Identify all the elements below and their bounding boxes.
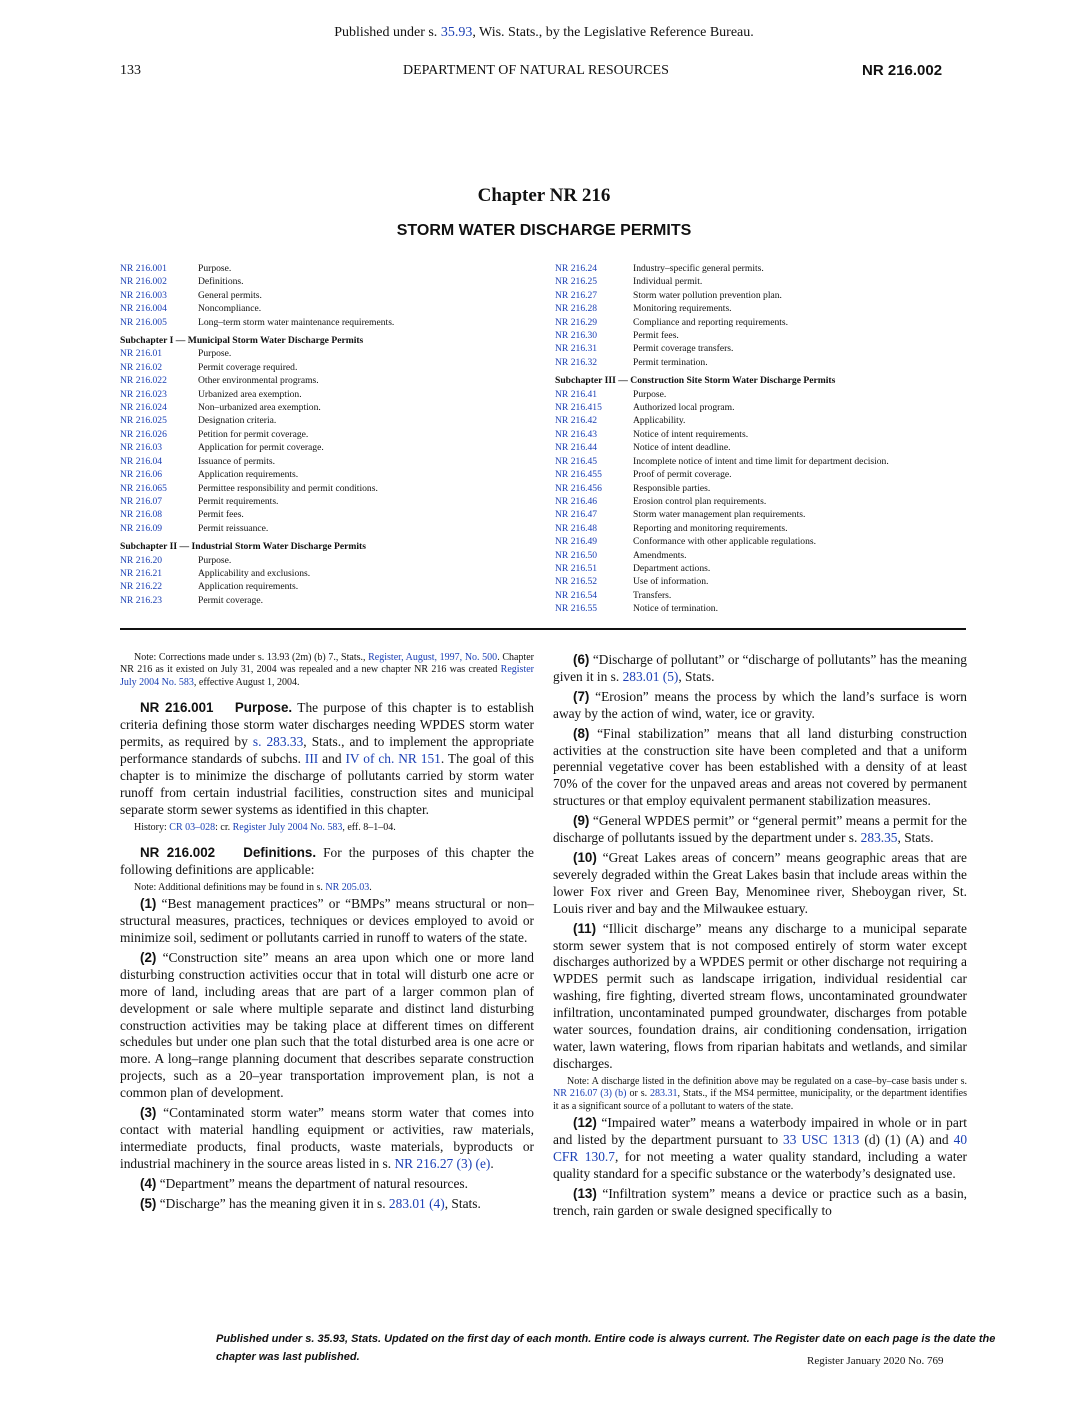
publication-note xyxy=(0,25,1088,41)
register-link[interactable]: Register July 2004 No. 583 xyxy=(120,664,534,688)
toc-section-link[interactable]: NR 216.002 xyxy=(120,276,167,288)
section-text: and xyxy=(318,750,346,766)
toc-entry xyxy=(120,388,550,401)
definition-number: (1) xyxy=(140,896,157,912)
toc-section-link[interactable]: NR 216.022 xyxy=(120,375,167,387)
register-link[interactable]: Register July 2004 No. 583 xyxy=(232,821,343,833)
definition-text: , for not meeting a water quality standard, including a water quality standard for a specific substance or the waterbody’s designated use. xyxy=(553,1148,967,1181)
toc-section-link[interactable]: NR 216.46 xyxy=(555,495,598,507)
toc-section-title: Application requirements. xyxy=(198,469,299,481)
toc-section-title: Permittee responsibility and permit conditions. xyxy=(198,482,378,494)
toc-section-title: Authorized local program. xyxy=(633,402,735,414)
definition-13 xyxy=(553,1186,967,1220)
toc-entry xyxy=(120,347,550,360)
toc-section-link[interactable]: NR 216.025 xyxy=(120,415,167,427)
toc-section-title: Notice of intent deadline. xyxy=(633,442,731,454)
note-paragraph xyxy=(120,882,534,894)
toc-section-link[interactable]: NR 216.25 xyxy=(555,276,598,288)
toc-entry xyxy=(120,495,550,508)
toc-section-link[interactable]: NR 216.29 xyxy=(555,316,598,328)
history-text: : cr. xyxy=(215,821,233,833)
toc-section-link[interactable]: NR 216.21 xyxy=(120,567,163,579)
toc-entry xyxy=(120,508,550,521)
toc-entry xyxy=(120,580,550,593)
definition-text: “Final stabilization” means that all land disturbing construction activities at the construction site have been completed and that a uniform perennial vegetative cover has been established with a density of at least 70% of the cover for the unpaved areas and areas not covered by permanent structures or that employ equivalent permanent stabilization measures. xyxy=(553,725,967,809)
toc-section-title: Permit reissuance. xyxy=(198,522,269,534)
toc-section-title: Transfers. xyxy=(633,589,672,601)
definition-number: (12) xyxy=(573,1114,597,1130)
toc-section-title: Notice of termination. xyxy=(633,603,718,615)
toc-section-title: Conformance with other applicable regulations. xyxy=(633,536,817,548)
definition-11 xyxy=(553,921,967,1073)
toc-section-link[interactable]: NR 216.48 xyxy=(555,522,598,534)
toc-section-link[interactable]: NR 216.03 xyxy=(120,442,163,454)
toc-entry xyxy=(120,428,550,441)
toc-section-link[interactable]: NR 216.32 xyxy=(555,356,598,368)
section-definitions xyxy=(120,845,534,879)
toc-section-title: Individual permit. xyxy=(633,276,703,288)
history-text: , eff. 8–1–04. xyxy=(342,821,396,833)
toc-left-column xyxy=(120,262,550,607)
toc-section-link[interactable]: NR 216.455 xyxy=(555,469,602,481)
toc-section-link[interactable]: NR 216.27 xyxy=(555,289,598,301)
toc-section-link[interactable]: NR 216.005 xyxy=(120,316,167,328)
toc-section-title: Applicability. xyxy=(633,415,686,427)
toc-entry xyxy=(555,388,975,401)
definition-number: (7) xyxy=(573,688,590,704)
toc-section-title: Reporting and monitoring requirements. xyxy=(633,522,788,534)
toc-section-title: Permit coverage transfers. xyxy=(633,343,734,355)
toc-section-link[interactable]: NR 216.47 xyxy=(555,509,598,521)
note-text: Corrections made under s. 13.93 (2m) (b) 7., Stats., xyxy=(158,652,369,663)
toc-entry xyxy=(120,275,550,288)
toc-section-link[interactable]: NR 216.003 xyxy=(120,289,167,301)
toc-entry xyxy=(555,562,975,575)
toc-section-link[interactable]: NR 216.06 xyxy=(120,469,163,481)
definition-number: (11) xyxy=(573,920,597,936)
toc-section-title: Permit termination. xyxy=(633,356,708,368)
divider-rule xyxy=(120,628,966,630)
definition-9 xyxy=(553,813,967,847)
toc-entry xyxy=(120,302,550,315)
toc-section-title: Application requirements. xyxy=(198,581,299,593)
definition-10 xyxy=(553,850,967,918)
definition-text: “Discharge” has the meaning given it in s. xyxy=(156,1195,389,1211)
toc-section-link[interactable]: NR 216.28 xyxy=(555,303,598,315)
toc-section-title: Application for permit coverage. xyxy=(198,442,324,454)
definition-2 xyxy=(120,950,534,1102)
toc-entry xyxy=(555,275,975,288)
section-header: NR 216.002 xyxy=(862,62,943,79)
toc-section-link[interactable]: NR 216.09 xyxy=(120,522,163,534)
toc-section-link[interactable]: NR 216.50 xyxy=(555,549,598,561)
toc-entry xyxy=(120,455,550,468)
toc-section-title: Other environmental programs. xyxy=(198,375,319,387)
note-text: Additional definitions may be found in s. xyxy=(156,881,326,893)
toc-section-title: Proof of permit coverage. xyxy=(633,469,732,481)
register-date: Register January 2020 No. 769 xyxy=(807,1355,944,1367)
toc-section-title: Issuance of permits. xyxy=(198,455,275,467)
statute-link[interactable]: 283.35 xyxy=(860,830,898,846)
toc-entry xyxy=(555,329,975,342)
toc-section-title: Use of information. xyxy=(633,576,709,588)
note-text: or s. xyxy=(626,1088,651,1100)
toc-entry xyxy=(120,316,550,329)
section-number: NR 216.002 xyxy=(140,844,216,860)
toc-section-link[interactable]: NR 216.54 xyxy=(555,589,598,601)
subchapter-link[interactable]: III xyxy=(304,750,319,766)
toc-section-link[interactable]: NR 216.004 xyxy=(120,303,167,315)
toc-entry xyxy=(555,522,975,535)
rule-link[interactable]: NR 216.07 (3) (b) xyxy=(553,1088,627,1100)
toc-entry xyxy=(555,549,975,562)
definition-text: “Infiltration system” means a device or practice such as a basin, trench, rain garden or swale designed specifically to xyxy=(553,1185,967,1218)
definition-number: (5) xyxy=(140,1195,157,1211)
toc-section-link[interactable]: NR 216.22 xyxy=(120,581,163,593)
cr-link[interactable]: CR 03–028 xyxy=(169,821,216,833)
toc-section-link[interactable]: NR 216.42 xyxy=(555,415,598,427)
history-paragraph xyxy=(120,822,534,834)
toc-entry xyxy=(555,441,975,454)
toc-entry xyxy=(555,602,975,615)
definition-text: “Erosion” means the process by which the land’s surface is worn away by the action of wind, water, ice or gravity. xyxy=(553,688,967,721)
toc-section-link[interactable]: NR 216.02 xyxy=(120,361,163,373)
toc-section-title: Department actions. xyxy=(633,562,711,574)
toc-section-link[interactable]: NR 216.001 xyxy=(120,263,167,274)
toc-section-title: Permit coverage. xyxy=(198,594,263,606)
note-text: A discharge listed in the definition above may be regulated on a case–by–case basis under s. xyxy=(589,1075,967,1087)
toc-entry xyxy=(555,356,975,369)
note-label: Note: xyxy=(134,881,157,893)
definition-1 xyxy=(120,896,534,947)
definition-text: , Stats. xyxy=(678,668,715,684)
toc-section-link[interactable]: NR 216.24 xyxy=(555,263,598,274)
toc-section-link[interactable]: NR 216.024 xyxy=(120,402,167,414)
toc-section-title: Permit requirements. xyxy=(198,495,279,507)
toc-subchapter-heading: Subchapter III — Construction Site Storm Water Discharge Permits xyxy=(555,375,836,387)
toc-entry xyxy=(120,441,550,454)
toc-entry xyxy=(120,289,550,302)
statute-link[interactable]: 283.01 (4) xyxy=(388,1195,445,1211)
definition-number: (13) xyxy=(573,1185,597,1201)
toc-section-link[interactable]: NR 216.026 xyxy=(120,428,167,440)
definition-5 xyxy=(120,1196,534,1213)
chapter-title: Chapter NR 216 xyxy=(477,185,611,206)
toc-section-title: Permit fees. xyxy=(633,330,679,342)
definition-text: (d) (1) (A) and xyxy=(859,1131,954,1147)
body-right-column xyxy=(553,652,967,1222)
section-text: The purpose of this chapter is to establish criteria defining those storm water discharges needing WPDES storm water permits, as required by xyxy=(120,700,534,750)
definition-text: “Contaminated storm water” means storm water that comes into contact with material handling equipment or activities, raw materials, intermediate products, final products, waste materials, byproducts or industrial machinery in the source areas listed in s. xyxy=(120,1105,534,1171)
statute-link[interactable]: s. 283.33 xyxy=(252,734,304,750)
note-label: Note: xyxy=(567,1075,590,1087)
note-text: . xyxy=(369,881,372,893)
register-link[interactable]: Register, August, 1997, No. 500 xyxy=(368,652,498,663)
definition-text: “Illicit discharge” means any discharge to a municipal separate storm sewer system that is not composed entirely of storm water except discharges authorized by a WPDES permit or other discharge not requiring a WPDES permit such as landscape irrigation, individual residential car washing, fire fighting, diverted stream flows, uncontaminated groundwater infiltration, uncontaminated pumped groundwater, discharges from potable water sources, foundation drains, air conditioning condensation, irrigation water, lawn watering, flows from riparian habitats and wetlands, and similar discharges. xyxy=(553,920,967,1071)
statute-link[interactable]: 283.31 xyxy=(650,1088,678,1100)
toc-entry xyxy=(120,567,550,580)
note-paragraph xyxy=(120,652,534,689)
toc-section-title: Definitions. xyxy=(198,276,244,288)
toc-section-link[interactable]: NR 216.51 xyxy=(555,562,598,574)
definition-text: , Stats. xyxy=(897,830,934,846)
toc-section-title: Storm water management plan requirements. xyxy=(633,509,806,521)
toc-entry xyxy=(120,374,550,387)
toc-entry xyxy=(555,575,975,588)
section-number: NR 216.001 xyxy=(140,700,214,716)
definition-text: “Construction site” means an area upon which one or more land disturbing construction activities occur that in total will disturb one acre or more of land, including areas that are part of a larger common plan of development or sale where multiple separate and distinct land disturbing construction activities may be taking place at different times on different schedules but under one plan such that the total disturbed area is one acre or more. A long–range planning document that describes separate construction projects, such as a 20–year transportation improvement plan, is not a common plan of development. xyxy=(120,949,534,1101)
note-text: , effective August 1, 2004. xyxy=(193,676,300,688)
toc-section-title: Purpose. xyxy=(633,388,667,400)
history-label: History: xyxy=(134,821,167,833)
toc-section-title: Petition for permit coverage. xyxy=(198,428,309,440)
toc-section-title: Permit fees. xyxy=(198,509,244,521)
section-title: Purpose. xyxy=(234,700,293,716)
definition-text: “Great Lakes areas of concern” means geographic areas that are severely degraded within the Great Lakes basin that include areas within the lower Fox river and Green Bay, Menominee river, Sheboygan river, St. Louis river and bay and the Milwaukee estuary. xyxy=(553,849,967,916)
toc-entry xyxy=(555,262,975,275)
toc-entry xyxy=(120,401,550,414)
note-paragraph xyxy=(553,1076,967,1113)
toc-entry xyxy=(555,589,975,602)
definition-7 xyxy=(553,689,967,723)
section-title: Definitions. xyxy=(243,844,317,860)
note-label: Note: xyxy=(134,652,157,663)
toc-section-link[interactable]: NR 216.456 xyxy=(555,482,602,494)
rule-link[interactable]: NR 216.27 (3) (e) xyxy=(394,1155,491,1171)
toc-entry xyxy=(555,535,975,548)
toc-entry xyxy=(555,468,975,481)
definition-text: , Stats. xyxy=(444,1195,481,1211)
toc-section-link[interactable]: NR 216.023 xyxy=(120,388,167,400)
toc-section-link[interactable]: NR 216.07 xyxy=(120,495,163,507)
toc-section-title: Designation criteria. xyxy=(198,415,277,427)
toc-section-link[interactable]: NR 216.49 xyxy=(555,536,598,548)
toc-section-title: Notice of intent requirements. xyxy=(633,428,749,440)
section-text: For the purposes of this chapter the following definitions are applicable: xyxy=(120,844,535,877)
toc-section-title: Amendments. xyxy=(633,549,687,561)
chapter-link[interactable]: IV of ch. NR 151 xyxy=(345,750,441,766)
toc-entry xyxy=(120,522,550,535)
toc-section-title: Storm water pollution prevention plan. xyxy=(633,289,782,301)
toc-section-title: Purpose. xyxy=(198,348,232,360)
toc-section-link[interactable]: NR 216.01 xyxy=(120,348,163,360)
definition-text: . xyxy=(490,1155,494,1171)
toc-right-column xyxy=(555,262,975,616)
statute-link[interactable]: 283.01 (5) xyxy=(622,668,679,684)
toc-entry xyxy=(555,316,975,329)
section-purpose xyxy=(120,700,534,818)
toc-section-link[interactable]: NR 216.43 xyxy=(555,428,598,440)
toc-section-title: Non–urbanized area exemption. xyxy=(198,402,321,414)
toc-section-link[interactable]: NR 216.45 xyxy=(555,455,598,467)
definition-8 xyxy=(553,726,967,811)
definition-text: “Discharge of pollutant” or “discharge of pollutants” has the meaning given it in s. xyxy=(553,652,967,684)
toc-section-link[interactable]: NR 216.55 xyxy=(555,603,598,615)
toc-section-link[interactable]: NR 216.23 xyxy=(120,594,163,606)
definition-3 xyxy=(120,1105,534,1173)
toc-section-title: Monitoring requirements. xyxy=(633,303,732,315)
note-text: . Chapter NR 216 as it existed on July 31, 2004 was repealed and a new chapter NR 216 was created xyxy=(120,652,534,676)
footer-note: Published under s. 35.93, Stats. Updated on the first day of each month. Entire code is always current. The Register date on each page is the date the chapter was last published. xyxy=(216,1333,996,1363)
toc-section-title: Applicability and exclusions. xyxy=(198,567,311,579)
toc-entry xyxy=(555,342,975,355)
note-text: , Stats., if the MS4 permittee, municipality, or the department identifies it as a significant source of a pollutant to waters of the state. xyxy=(553,1088,967,1112)
toc-entry xyxy=(120,468,550,481)
definition-number: (8) xyxy=(573,725,590,741)
page-number: 133 xyxy=(120,63,141,78)
toc-section-link[interactable]: NR 216.31 xyxy=(555,343,598,355)
definition-number: (9) xyxy=(573,813,590,829)
toc-section-title: General permits. xyxy=(198,289,262,301)
definition-4 xyxy=(120,1176,534,1193)
toc-section-link[interactable]: NR 216.41 xyxy=(555,388,598,400)
definition-number: (3) xyxy=(140,1105,157,1121)
definition-text: “Impaired water” means a waterbody impaired in whole or in part and listed by the department pursuant to xyxy=(553,1114,967,1147)
definition-text: “General WPDES permit” or “general permit” means a permit for the discharge of pollutants issued by the department under s. xyxy=(553,813,967,846)
section-text: , Stats., and to implement the appropriate performance standards of subchs. xyxy=(120,734,535,766)
toc-section-link[interactable]: NR 216.52 xyxy=(555,576,598,588)
cfr-link[interactable]: 40 CFR 130.7 xyxy=(553,1131,968,1164)
toc-entry xyxy=(555,455,975,468)
toc-section-link[interactable]: NR 216.065 xyxy=(120,482,167,494)
publication-note-text: Published under s. xyxy=(334,25,441,40)
rule-link[interactable]: NR 205.03 xyxy=(325,881,370,893)
definition-text: “Best management practices” or “BMPs” means structural or non–structural measures, practices, techniques or devices employed to avoid or minimize soil, sediment or pollutants carried in runoff to waters of the state. xyxy=(120,896,534,945)
definition-number: (6) xyxy=(573,652,590,667)
toc-section-title: Compliance and reporting requirements. xyxy=(633,316,789,328)
definition-6 xyxy=(553,652,967,686)
statute-link[interactable]: 35.93 xyxy=(440,25,473,40)
toc-entry xyxy=(555,428,975,441)
toc-entry xyxy=(120,482,550,495)
section-text: . The goal of this chapter is to minimize the discharge of pollutants carried by storm water runoff from certain industrial facilities, construction sites and municipal separate storm sewer systems as identified in this chapter. xyxy=(120,750,535,817)
toc-entry xyxy=(555,414,975,427)
toc-section-title: Incomplete notice of intent and time limit for department decision. xyxy=(633,455,889,467)
toc-entry xyxy=(555,401,975,414)
body-left-column xyxy=(120,652,534,1216)
toc-section-title: Purpose. xyxy=(198,263,232,274)
toc-entry xyxy=(555,289,975,302)
toc-section-title: Urbanized area exemption. xyxy=(198,388,302,400)
toc-section-link[interactable]: NR 216.20 xyxy=(120,554,163,566)
definition-number: (10) xyxy=(573,849,597,865)
toc-section-title: Long–term storm water maintenance requirements. xyxy=(198,316,395,328)
toc-section-link[interactable]: NR 216.30 xyxy=(555,330,598,342)
toc-section-link[interactable]: NR 216.04 xyxy=(120,455,163,467)
publication-note-text-end: , Wis. Stats., by the Legislative Reference Bureau. xyxy=(472,25,754,40)
toc-entry xyxy=(555,508,975,521)
toc-subchapter-heading: Subchapter I — Municipal Storm Water Discharge Permits xyxy=(120,335,364,347)
toc-section-title: Industry–specific general permits. xyxy=(633,263,764,274)
toc-entry xyxy=(120,594,550,607)
toc-section-title: Purpose. xyxy=(198,554,232,566)
toc-section-link[interactable]: NR 216.415 xyxy=(555,402,602,414)
toc-section-title: Erosion control plan requirements. xyxy=(633,495,767,507)
toc-entry xyxy=(120,554,550,567)
definition-number: (2) xyxy=(140,949,157,965)
toc-entry xyxy=(555,302,975,315)
toc-entry xyxy=(555,495,975,508)
definition-12 xyxy=(553,1115,967,1183)
toc-entry xyxy=(555,482,975,495)
toc-entry xyxy=(120,361,550,374)
toc-section-link[interactable]: NR 216.08 xyxy=(120,509,163,521)
toc-entry xyxy=(120,414,550,427)
chapter-subtitle: STORM WATER DISCHARGE PERMITS xyxy=(396,222,692,239)
toc-section-link[interactable]: NR 216.44 xyxy=(555,442,598,454)
toc-entry xyxy=(120,262,550,275)
toc-section-title: Noncompliance. xyxy=(198,303,262,315)
definition-text: “Department” means the department of natural resources. xyxy=(156,1175,468,1191)
definition-number: (4) xyxy=(140,1175,157,1191)
toc-section-title: Responsible parties. xyxy=(633,482,711,494)
department-header: DEPARTMENT OF NATURAL RESOURCES xyxy=(403,63,669,78)
toc-subchapter-heading: Subchapter II — Industrial Storm Water Discharge Permits xyxy=(120,541,366,553)
toc-section-title: Permit coverage required. xyxy=(198,361,298,373)
usc-link[interactable]: 33 USC 1313 xyxy=(783,1131,860,1147)
